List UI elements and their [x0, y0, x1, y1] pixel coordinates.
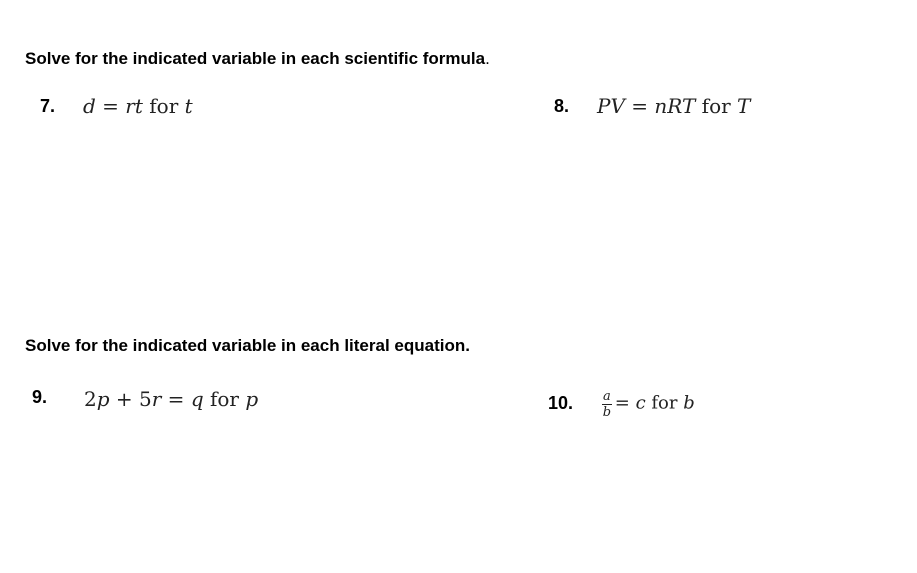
equals-sign: =	[624, 94, 655, 118]
problem-equation	[602, 389, 695, 418]
equals-sign: =	[161, 387, 191, 411]
coefficient: 2	[84, 387, 97, 411]
variable: PV	[597, 94, 625, 118]
variable: c	[635, 392, 646, 414]
variable: p	[96, 387, 110, 411]
fraction	[602, 390, 612, 419]
problem-number: 10.	[548, 393, 574, 413]
variable: rt	[125, 94, 143, 118]
problem-number: 8.	[554, 96, 570, 116]
for-word: for	[142, 94, 185, 118]
target-variable: p	[245, 387, 259, 411]
for-word: for	[695, 94, 738, 118]
section-heading-scientific-formula	[25, 49, 490, 69]
for-word: for	[645, 392, 684, 414]
target-variable: T	[737, 94, 751, 118]
problem-equation	[84, 387, 258, 411]
coefficient: 5	[139, 387, 152, 411]
variable: nRT	[654, 94, 696, 118]
fraction-denominator: b	[602, 405, 612, 420]
variable: d	[83, 94, 96, 118]
section-heading-text: Solve for the indicated variable in each scientific formula	[25, 49, 486, 68]
equals-sign: =	[614, 392, 636, 414]
fraction-numerator: a	[603, 389, 611, 404]
problem-number: 9.	[32, 387, 48, 407]
variable: q	[190, 387, 204, 411]
equals-sign: =	[95, 94, 126, 118]
plus-sign: +	[109, 387, 140, 411]
section-heading-literal-equation: Solve for the indicated variable in each literal equation.	[25, 336, 470, 355]
problem-equation	[83, 94, 193, 118]
section-heading-period: .	[485, 49, 490, 68]
problem-equation	[597, 94, 750, 118]
problem-number: 7.	[40, 96, 56, 116]
for-word: for	[203, 387, 246, 411]
target-variable: b	[683, 392, 695, 414]
variable: r	[151, 387, 162, 411]
target-variable: t	[184, 94, 193, 118]
